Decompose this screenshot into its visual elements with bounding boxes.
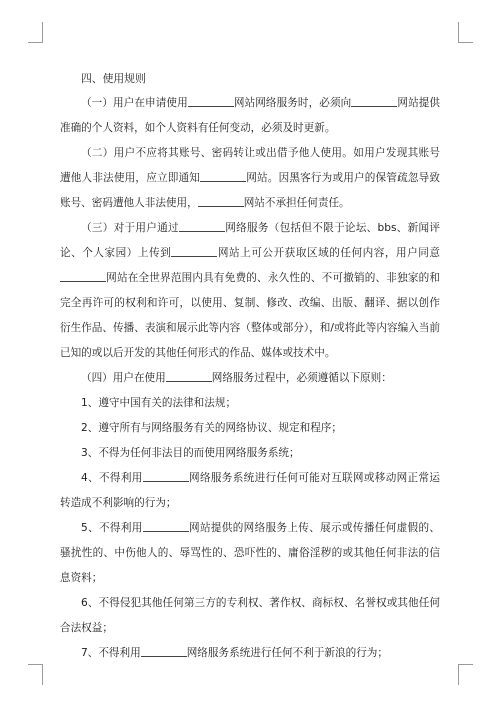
rule-5: 5、不得利用 网站提供的网络服务上传、展示或传播任何虚假的、骚扰性的、中伤他人的、辱骂性的、恐吓性的、庸俗淫秽的或其他任何非法的信息资料； — [60, 522, 440, 584]
document-body — [60, 66, 440, 666]
paragraph-1: （一）用户在申请使用 网站网络服务时，必须向 网站提供准确的个人资料，如个人资料有任何变动，必须及时更新。 — [60, 97, 441, 134]
crop-mark-bottom-left — [28, 664, 43, 685]
rule-2: 2、遵守所有与网络服务有关的网络协议、规定和程序； — [81, 422, 342, 434]
fill-blank — [188, 95, 234, 107]
fill-blank — [200, 170, 246, 182]
fill-blank — [351, 95, 397, 107]
crop-mark-top-left — [28, 22, 43, 43]
paragraph-2: （二）用户不应将其账号、密码转让或出借予他人使用。如用户发现其账号遭他人非法使用，应立即通知 网站。因黑客行为或用户的保管疏忽导致账号、密码遭他人非法使用， 网站不承担任何责任。 — [60, 147, 441, 209]
paragraph-4: （四）用户在使用 网络服务过程中，必须遵循以下原则： — [81, 372, 392, 384]
crop-mark-top-right — [458, 22, 473, 43]
section-heading: 四、使用规则 — [81, 72, 146, 85]
rule-1: 1、遵守中国有关的法律和法规； — [81, 397, 237, 409]
rule-3: 3、不得为任何非法目的而使用网络服务系统； — [81, 447, 300, 459]
rule-6: 6、不得侵犯其他任何第三方的专利权、著作权、商标权、名誉权或其他任何合法权益； — [60, 597, 440, 634]
fill-blank — [171, 245, 217, 257]
paragraph-3: （三）对于用户通过 网络服务（包括但不限于论坛、bbs、新闻评论、个人家园）上传到 网站上可公开获取区域的任何内容，用户同意网站在全世界范围内具有免费的、永久性的、不可撤销的、非独家的和完全再许可的权利和许可，以使用、复制、修改、改编、出版、翻译、据以创作衍生作品、传播、表演和展示此等内容（整体或部分），和/或将此等内容编入当前已知的或以后开发的其他任何形式的作品、媒体或技术中。 — [60, 222, 441, 359]
fill-blank — [141, 645, 187, 657]
rule-4: 4、不得利用 网络服务系统进行任何可能对互联网或移动网正常运转造成不利影响的行为； — [60, 472, 440, 509]
fill-blank — [198, 195, 244, 207]
fill-blank — [143, 470, 189, 482]
crop-mark-bottom-right — [458, 664, 473, 685]
fill-blank — [60, 270, 106, 282]
fill-blank — [166, 370, 212, 382]
fill-blank — [143, 520, 189, 532]
fill-blank — [179, 220, 225, 232]
rule-7: 7、不得利用 网络服务系统进行任何不利于新浪的行为； — [81, 647, 388, 659]
